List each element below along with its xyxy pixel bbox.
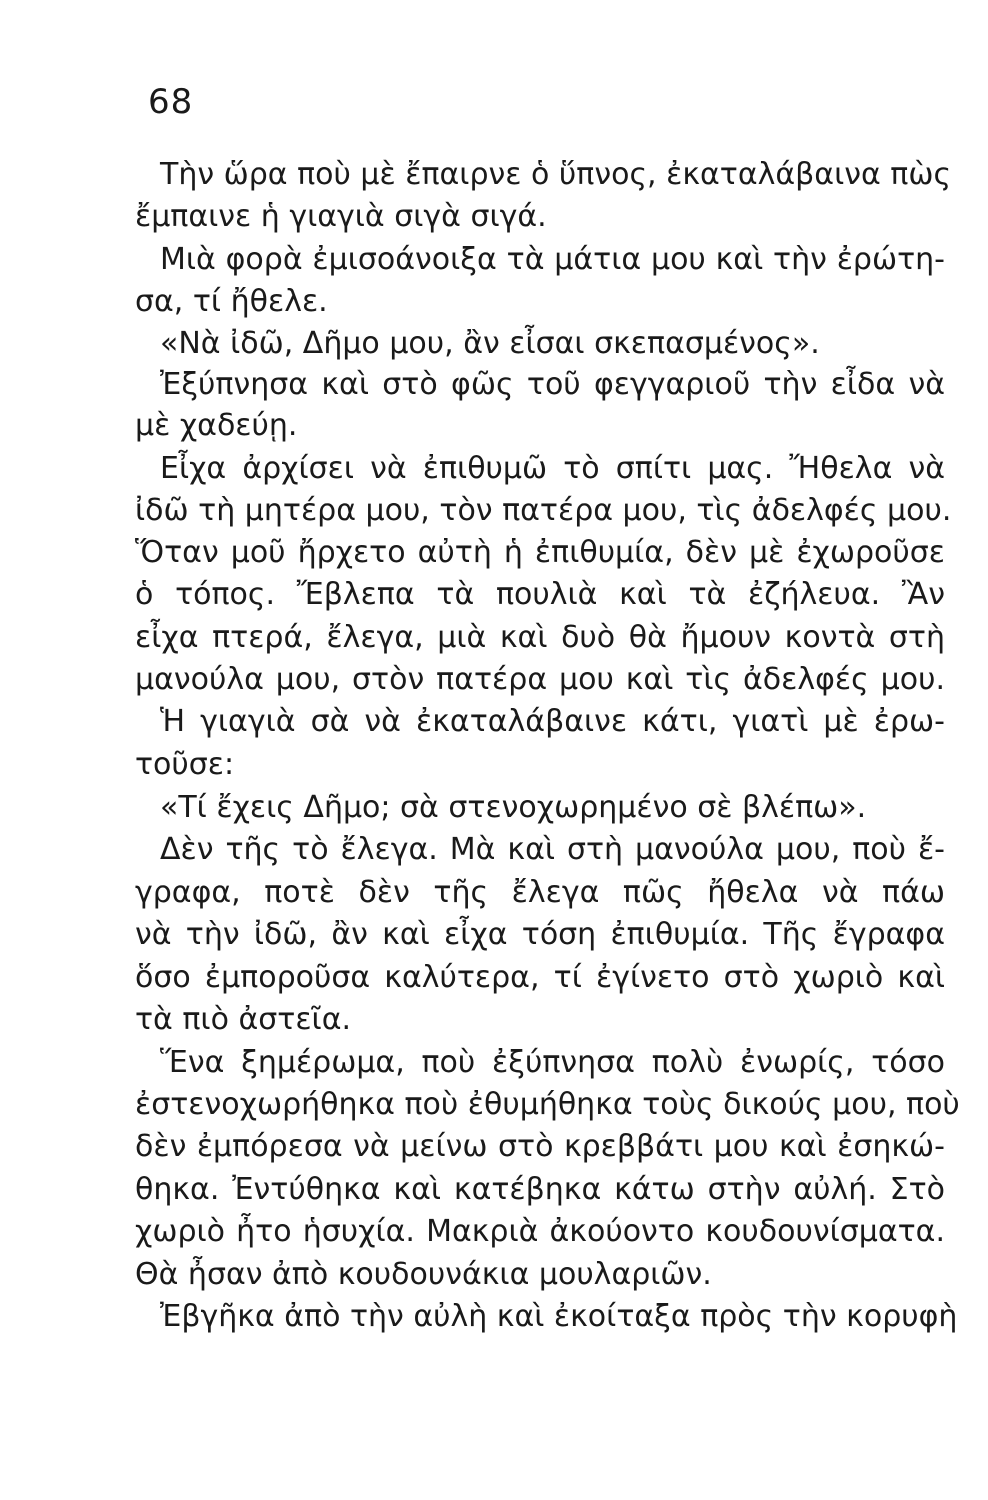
text-line: σα, τί ἤθελε. — [135, 284, 328, 319]
text-line: Δὲν τῆς τὸ ἔλεγα. Μὰ καὶ στὴ μανούλα μου, ποὺ ἔ- — [160, 832, 945, 867]
text-line: τοῦσε: — [135, 747, 235, 782]
text-line: γραφα, ποτὲ δὲν τῆς ἔλεγα πῶς ἤθελα νὰ πάω — [135, 875, 945, 910]
page-number: 68 — [148, 82, 194, 122]
text-line: θηκα. Ἐντύθηκα καὶ κατέβηκα κάτω στὴν αὐλή. Στὸ — [135, 1172, 945, 1207]
text-line: μανούλα μου, στὸν πατέρα μου καὶ τὶς ἀδελφές μου. — [135, 662, 945, 697]
text-line: Ἕνα ξημέρωμα, ποὺ ἐξύπνησα πολὺ ἐνωρίς, τόσο — [160, 1045, 945, 1080]
text-line: Εἶχα ἀρχίσει νὰ ἐπιθυμῶ τὸ σπίτι μας. Ἤθελα νὰ — [160, 451, 945, 486]
text-line: Ἐβγῆκα ἀπὸ τὴν αὐλὴ καὶ ἐκοίταξα πρὸς τὴν κορυφὴ — [160, 1299, 958, 1334]
text-line: ὅσο ἐμποροῦσα καλύτερα, τί ἐγίνετο στὸ χωριὸ καὶ — [135, 960, 945, 995]
text-line: Ἡ γιαγιὰ σὰ νὰ ἐκαταλάβαινε κάτι, γιατὶ μὲ ἐρω- — [160, 704, 945, 739]
text-line: ἰδῶ τὴ μητέρα μου, τὸν πατέρα μου, τὶς ἀδελφές μου. — [135, 493, 952, 528]
text-line: εἶχα πτερά, ἔλεγα, μιὰ καὶ δυὸ θὰ ἤμουν κοντὰ στὴ — [135, 620, 945, 655]
text-line: ὁ τόπος. Ἔβλεπα τὰ πουλιὰ καὶ τὰ ἐζήλευα. Ἂν — [135, 577, 945, 612]
text-line: Μιὰ φορὰ ἐμισοάνοιξα τὰ μάτια μου καὶ τὴν ἐρώτη- — [160, 242, 945, 277]
text-line: Θὰ ἦσαν ἀπὸ κουδουνάκια μουλαριῶν. — [135, 1257, 712, 1292]
text-line: ἔμπαινε ἡ γιαγιὰ σιγὰ σιγά. — [135, 199, 547, 234]
text-line: Ἐξύπνησα καὶ στὸ φῶς τοῦ φεγγαριοῦ τὴν εἶδα νὰ — [160, 367, 945, 402]
text-line: τὰ πιὸ ἀστεῖα. — [135, 1002, 352, 1037]
text-line: νὰ τὴν ἰδῶ, ἂν καὶ εἶχα τόση ἐπιθυμία. Τῆς ἔγραφα — [135, 917, 945, 952]
text-line: ἐστενοχωρήθηκα ποὺ ἐθυμήθηκα τοὺς δικούς μου, ποὺ — [135, 1087, 960, 1122]
text-line: χωριὸ ἦτο ἡσυχία. Μακριὰ ἀκούοντο κουδουνίσματα. — [135, 1214, 945, 1249]
text-line: μὲ χαδεύῃ. — [135, 408, 298, 443]
text-line: «Νὰ ἰδῶ, Δῆμο μου, ἂν εἶσαι σκεπασμένος». — [160, 326, 820, 361]
text-line: Ὅταν μοῦ ἤρχετο αὐτὴ ἡ ἐπιθυμία, δὲν μὲ ἐχωροῦσε — [135, 535, 945, 570]
text-line: «Τί ἔχεις Δῆμο; σὰ στενοχωρημένο σὲ βλέπω». — [160, 790, 867, 825]
text-line: Τὴν ὥρα ποὺ μὲ ἔπαιρνε ὁ ὕπνος, ἐκαταλάβαινα πὼς — [160, 157, 952, 192]
text-line: δὲν ἐμπόρεσα νὰ μείνω στὸ κρεββάτι μου καὶ ἐσηκώ- — [135, 1129, 945, 1164]
